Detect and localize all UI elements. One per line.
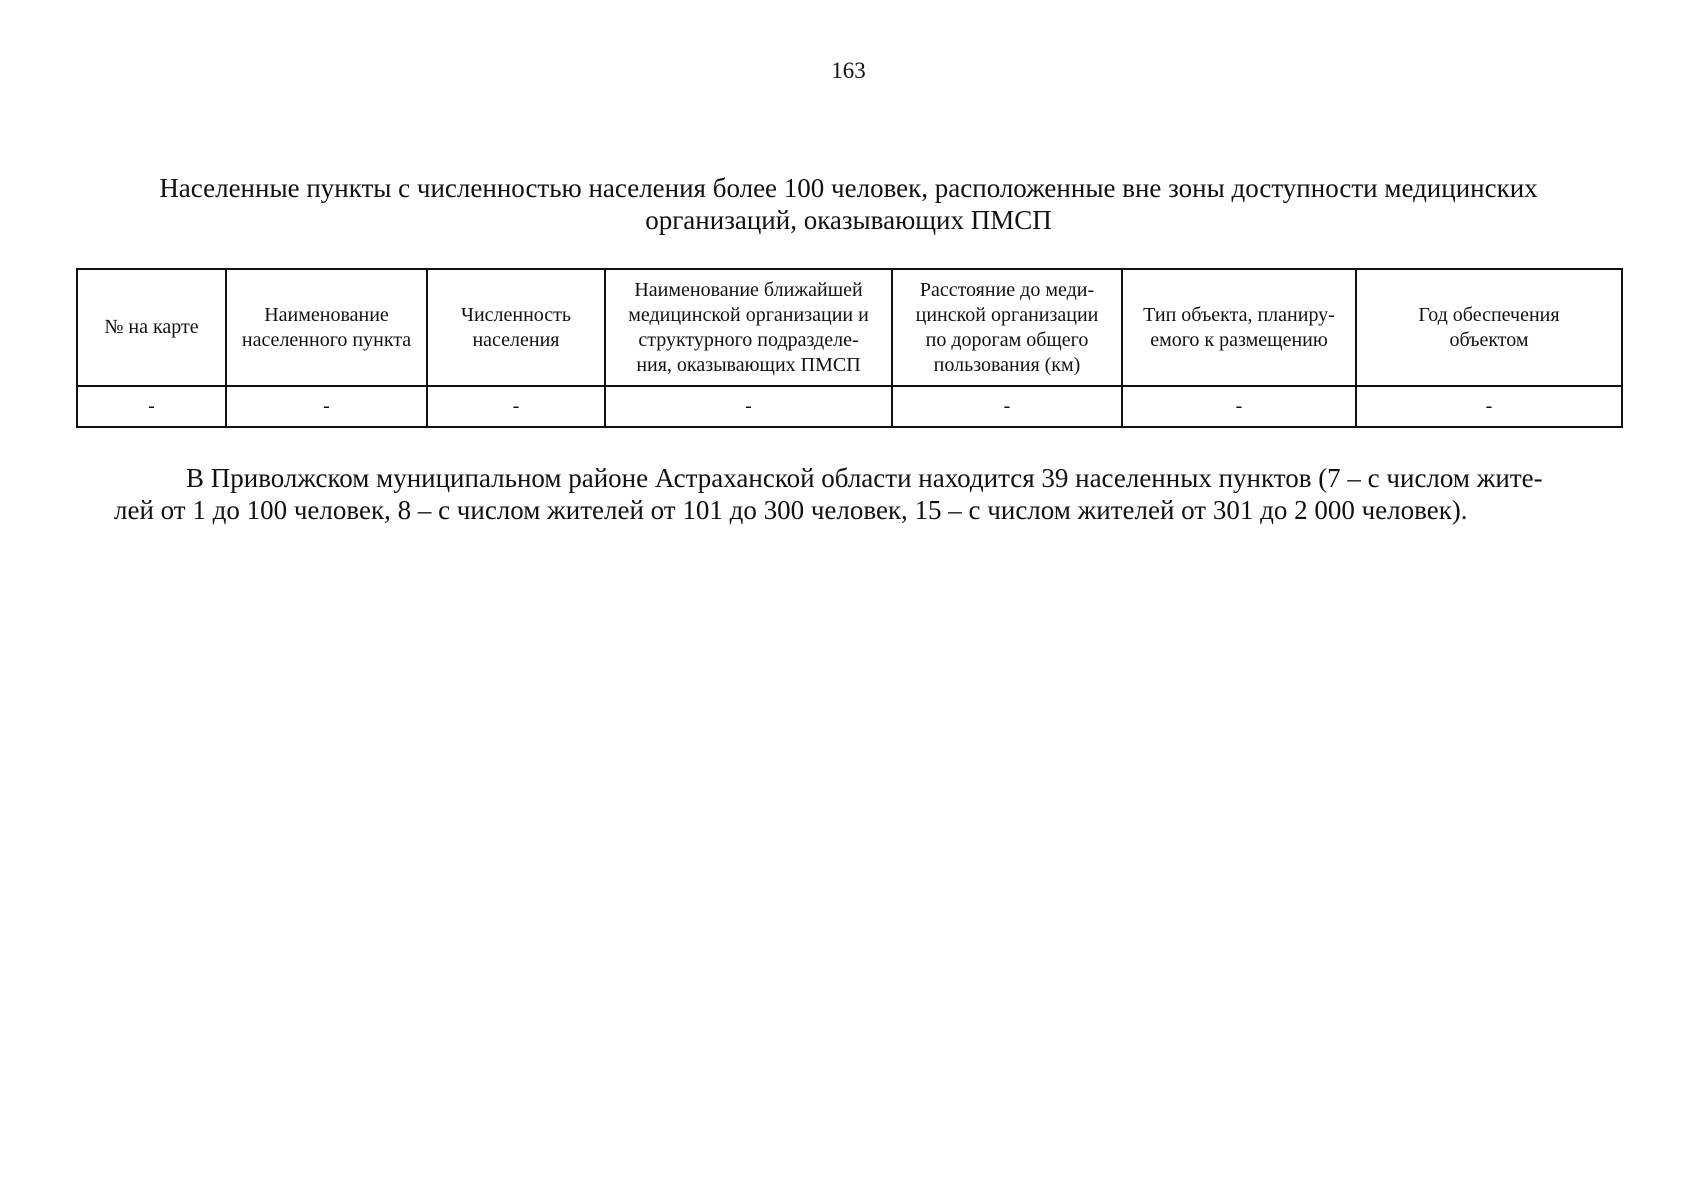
header-text-line: цинской организации [915,303,1099,326]
header-text-line: медицинской организации и [628,303,869,326]
table-header-row [77,269,1622,386]
table-cell: - [226,386,427,427]
header-provision-year [1356,269,1622,386]
header-text-line: емого к размещению [1150,328,1328,351]
paragraph-line-2: лей от 1 до 100 человек, 8 – с числом жителей от 101 до 300 человек, 15 – с числом жителей от 301 до 2 000 человек). [114,495,1468,525]
paragraph-line-1: В Приволжском муниципальном районе Астраханской области находится 39 населенных пунктов (7 – с числом жите- [186,463,1543,493]
table-cell: - [427,386,605,427]
header-text-line: Наименование ближайшей [634,278,863,301]
header-text-line: Наименование [264,303,389,326]
title-line-2: организаций, оказывающих ПМСП [645,205,1052,235]
document-title [90,172,1607,236]
header-text-line: Год обеспечения [1418,303,1560,326]
page-number: 163 [831,58,866,83]
body-paragraph [114,462,1614,526]
table-cell: - [892,386,1122,427]
table-row [77,386,1622,427]
header-object-type [1122,269,1356,386]
header-text-line: объектом [1449,328,1529,351]
header-text-line: ния, оказывающих ПМСП [636,353,861,376]
header-population [427,269,605,386]
settlements-table [76,268,1623,428]
header-text-line: пользования (км) [933,353,1081,376]
table-cell: - [77,386,226,427]
title-line-1: Населенные пункты с численностью населения более 100 человек, расположенные вне зоны доступности медицинских [159,173,1538,203]
header-distance-km [892,269,1122,386]
table-cell: - [1122,386,1356,427]
header-text-line: населения [472,328,560,351]
header-text-line: населенного пункта [241,328,412,351]
header-map-number [77,269,226,386]
header-text-line: Тип объекта, планиру- [1143,303,1335,326]
table-cell: - [605,386,892,427]
header-text-line: структурного подразделе- [638,328,859,351]
header-text-line: по дорогам общего [925,328,1089,351]
header-text-line: № на карте [104,316,199,338]
header-nearest-medical-organization [605,269,892,386]
header-text-line: Расстояние до меди- [919,278,1095,301]
table-cell: - [1356,386,1622,427]
header-text-line: Численность [460,303,572,326]
header-settlement-name [226,269,427,386]
